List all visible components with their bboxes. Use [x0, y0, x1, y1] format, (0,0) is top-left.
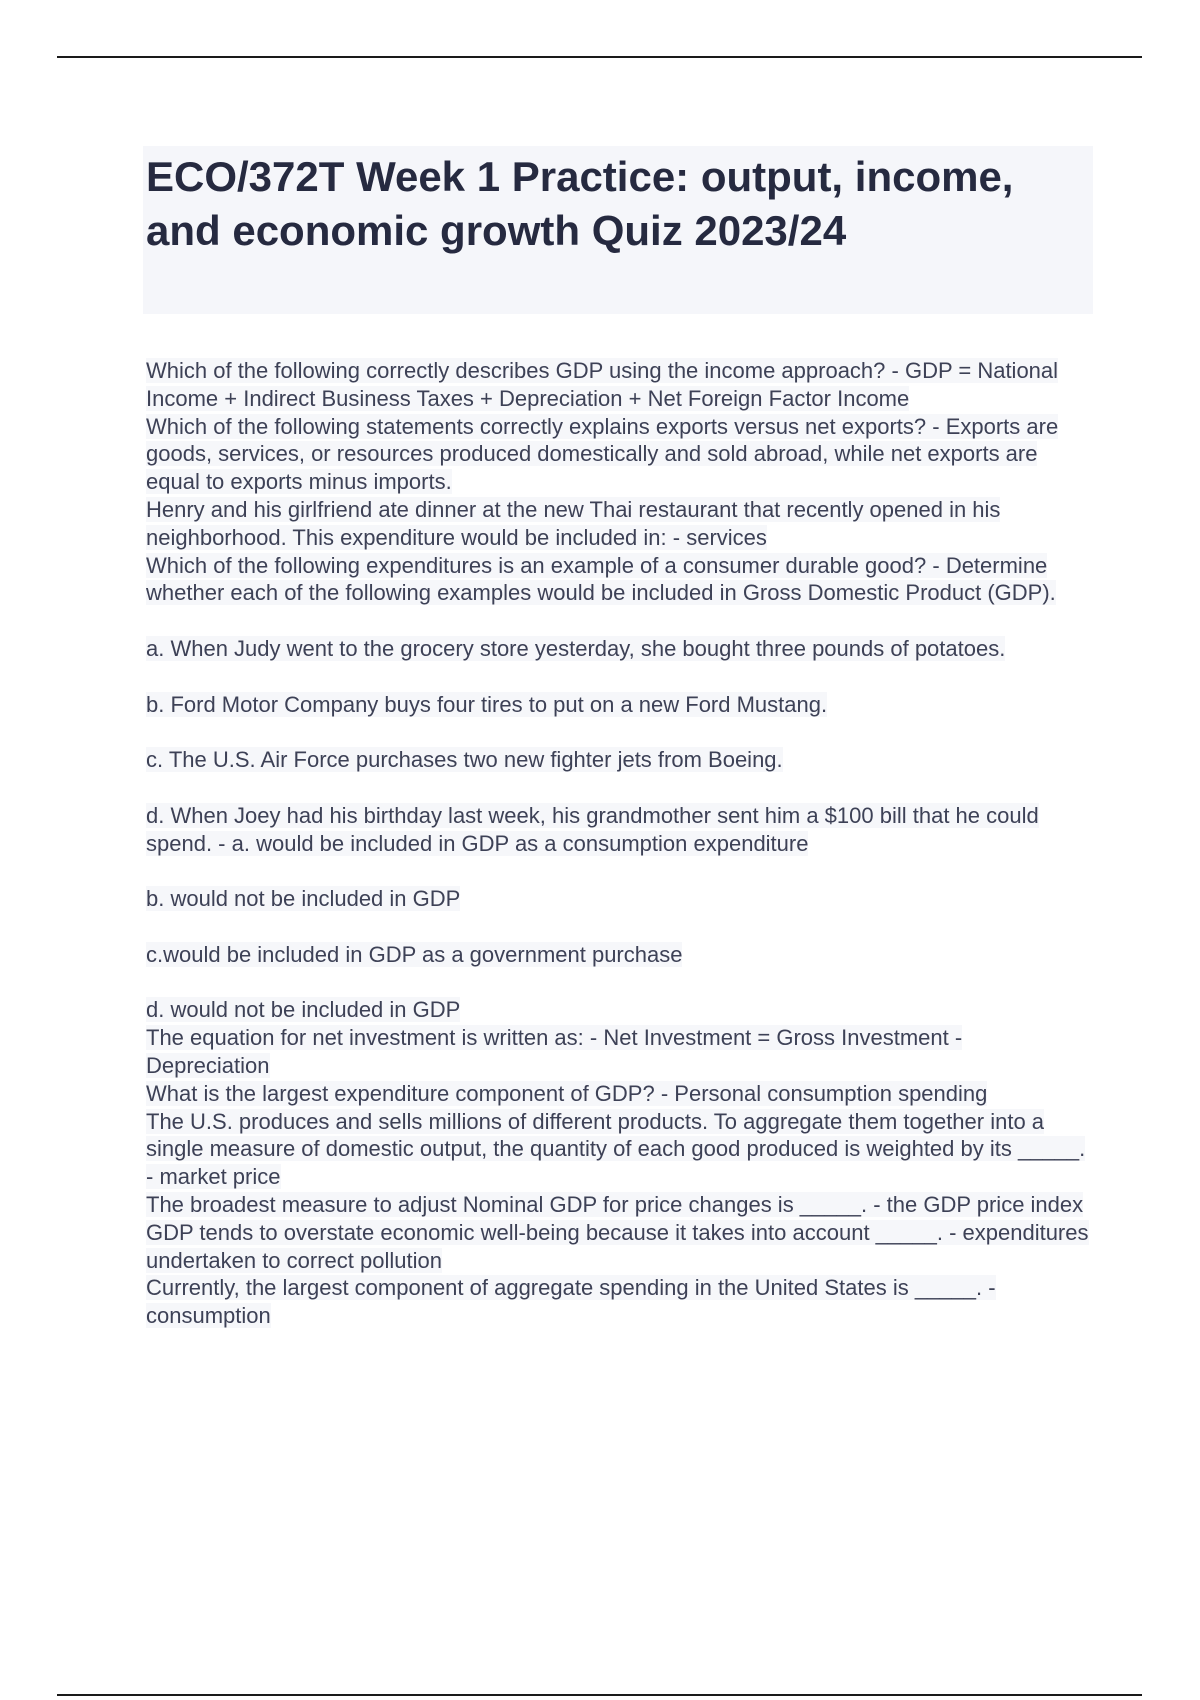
question-text: GDP tends to overstate economic well-being because it takes into account _____. [146, 1219, 943, 1245]
answer-intro: Determine whether each of the following examples would be included in Gross Domestic Product (GDP). [146, 552, 1056, 606]
answer-d: d. would not be included in GDP [146, 997, 461, 1023]
answer-text: Personal consumption spending [674, 1080, 988, 1106]
answer-text: expenditures undertaken to correct pollution [146, 1219, 1089, 1273]
qa-item-durable [146, 552, 1091, 608]
separator: - [926, 552, 946, 578]
example-d: d. When Joey had his birthday last week, his grandmother sent him a $100 bill that he could spend. - a. would be included in GDP as a consumption expenditure [146, 802, 1039, 856]
separator: - [926, 413, 946, 439]
separator: - [212, 830, 232, 856]
answer-text: consumption [146, 1303, 271, 1329]
qa-item [146, 1080, 1091, 1108]
question-text: Which of the following correctly describes GDP using the income approach? [146, 358, 886, 383]
answer-text: Exports are goods, services, or resources produced domestically and sold abroad, while net exports are equal to exports minus imports. [146, 413, 1059, 495]
question-text: Which of the following statements correctly explains exports versus net exports? [146, 413, 927, 439]
separator: - [867, 1191, 887, 1217]
qa-item [146, 357, 1091, 413]
question-text: The broadest measure to adjust Nominal GDP for price changes is _____. [146, 1191, 868, 1217]
separator: - [146, 1164, 160, 1190]
separator: - [583, 1025, 604, 1051]
answer-text: services [686, 524, 767, 550]
question-text: Currently, the largest component of aggregate spending in the United States is _____. [146, 1275, 983, 1301]
answer-text: market price [159, 1164, 281, 1190]
qa-item [146, 1024, 1091, 1080]
separator: - [885, 358, 905, 383]
quiz-content [146, 357, 1091, 1330]
qa-item [146, 496, 1091, 552]
answer-text: the GDP price index [886, 1191, 1084, 1217]
header-rule [57, 56, 1142, 58]
example-c: c. The U.S. Air Force purchases two new fighter jets from Boeing. [146, 747, 783, 773]
qa-item [146, 413, 1091, 496]
question-text: Which of the following expenditures is an example of a consumer durable good? [146, 552, 927, 578]
page-title: ECO/372T Week 1 Practice: output, income, and economic growth Quiz 2023/24 [146, 153, 1014, 254]
question-text: The equation for net investment is written as: [146, 1025, 584, 1051]
separator: - [942, 1219, 963, 1245]
question-text: What is the largest expenditure component of GDP? [146, 1080, 655, 1106]
question-text: The U.S. produces and sells millions of different products. To aggregate them together into a single measure of domestic output, the quantity of each good produced is weighted by its _____. [146, 1108, 1086, 1162]
footer-rule [57, 1694, 1142, 1696]
separator: - [666, 524, 687, 550]
separator: - [654, 1080, 675, 1106]
qa-item [146, 1108, 1091, 1191]
answer-a: a. would be included in GDP as a consumption expenditure [231, 830, 809, 856]
qa-item [146, 1219, 1091, 1275]
example-a: a. When Judy went to the grocery store yesterday, she bought three pounds of potatoes. [146, 635, 1006, 661]
answer-text: GDP = National Income + Indirect Business Taxes + Depreciation + Net Foreign Factor Income [146, 358, 1059, 411]
answer-text: Net Investment = Gross Investment - Depreciation [146, 1025, 963, 1078]
separator: - [982, 1275, 996, 1301]
qa-item [146, 1274, 1091, 1330]
qa-item [146, 1191, 1091, 1219]
example-b: b. Ford Motor Company buys four tires to put on a new Ford Mustang. [146, 691, 828, 717]
question-text: Henry and his girlfriend ate dinner at the new Thai restaurant that recently opened in his neighborhood. This expenditure would be included in: [146, 496, 1001, 550]
answer-b: b. would not be included in GDP [146, 886, 461, 912]
answer-c: c.would be included in GDP as a government purchase [146, 941, 683, 967]
